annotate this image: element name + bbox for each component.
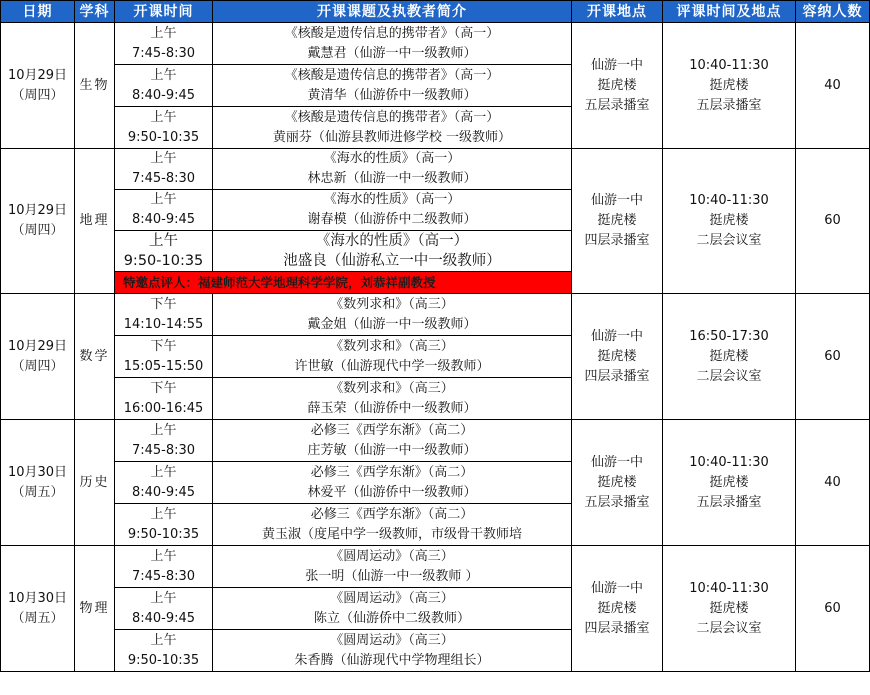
time-cell	[115, 420, 213, 462]
place-cell	[572, 149, 663, 294]
table-row	[1, 294, 870, 336]
eval-line: 五层录播室	[696, 97, 762, 113]
header-topic: 开课课题及执教者简介	[213, 1, 572, 23]
capacity-cell: 60	[796, 294, 870, 420]
topic-cell	[213, 190, 572, 231]
time-cell	[115, 149, 213, 190]
time-text: 14:10-14:55	[123, 316, 204, 332]
eval-line: 10:40-11:30	[689, 193, 769, 208]
capacity-cell: 60	[796, 149, 870, 294]
topic-text: 《圆周运动》（高三）	[330, 590, 454, 606]
subject-cell: 数学	[75, 294, 115, 420]
table-row	[1, 149, 870, 190]
place-line: 四层录播室	[584, 233, 650, 248]
eval-line: 挺虎楼	[709, 213, 749, 228]
time-cell	[115, 231, 213, 272]
period-text: 上午	[150, 25, 177, 41]
period-text: 上午	[150, 548, 177, 564]
teacher-text: 戴金姐（仙游一中一级教师）	[307, 316, 477, 332]
header-date: 日期	[1, 1, 75, 23]
teacher-text: 黄玉淑（度尾中学一级教师，市级骨干教师培	[261, 526, 522, 542]
capacity-cell: 40	[796, 420, 870, 546]
time-text: 7:45-8:30	[131, 442, 196, 458]
table-row	[1, 420, 870, 462]
topic-text: 必修三《西学东渐》（高二）	[310, 506, 474, 522]
eval-line: 五层录播室	[696, 494, 762, 510]
eval-line: 10:40-11:30	[689, 454, 769, 470]
header-row	[1, 1, 870, 23]
eval-line: 挺虎楼	[709, 77, 749, 93]
time-cell	[115, 190, 213, 231]
invited-reviewer-banner: 特邀点评人：福建师范大学地理科学学院，刘恭祥副教授	[115, 272, 572, 294]
topic-cell	[213, 420, 572, 462]
time-text: 8:40-9:45	[131, 212, 196, 227]
topic-cell	[213, 231, 572, 272]
time-text: 7:45-8:30	[131, 171, 196, 186]
teacher-text: 薛玉荣（仙游侨中一级教师）	[307, 400, 477, 416]
weekday-text: （周五）	[11, 484, 64, 500]
topic-cell	[213, 23, 572, 65]
place-line: 仙游一中	[590, 57, 643, 73]
date-cell	[1, 420, 75, 546]
capacity-cell: 60	[796, 546, 870, 672]
period-text: 上午	[150, 67, 177, 83]
date-cell	[1, 294, 75, 420]
eval-line: 10:40-11:30	[689, 580, 769, 596]
group-math	[1, 294, 870, 420]
period-text: 上午	[150, 192, 177, 207]
time-text: 15:05-15:50	[123, 358, 204, 374]
eval-cell	[663, 149, 796, 294]
topic-text: 《数列求和》（高三）	[330, 338, 454, 354]
date-cell	[1, 546, 75, 672]
date-text: 10月29日	[7, 338, 68, 354]
time-text: 16:00-16:45	[123, 400, 204, 416]
eval-line: 10:40-11:30	[689, 57, 769, 73]
table-row	[1, 546, 870, 588]
teacher-text: 黄清华（仙游侨中一级教师）	[307, 87, 477, 103]
period-text: 下午	[150, 338, 177, 354]
time-cell	[115, 378, 213, 420]
time-cell	[115, 23, 213, 65]
teacher-text: 张一明（仙游一中一级教师 ）	[305, 568, 479, 584]
place-line: 五层录播室	[584, 97, 650, 113]
topic-text: 《数列求和》（高三）	[330, 296, 454, 312]
period-text: 上午	[150, 506, 177, 522]
time-text: 9:50-10:35	[123, 253, 204, 269]
time-text: 7:45-8:30	[131, 568, 196, 584]
topic-text: 《数列求和》（高三）	[330, 380, 454, 396]
place-cell	[572, 23, 663, 149]
topic-text: 《圆周运动》（高三）	[330, 632, 454, 648]
place-line: 仙游一中	[590, 193, 643, 208]
place-line: 挺虎楼	[597, 348, 637, 364]
date-cell	[1, 23, 75, 149]
teacher-text: 陈立（仙游侨中二级教师）	[313, 610, 470, 626]
date-cell	[1, 149, 75, 294]
weekday-text: （周五）	[11, 610, 64, 626]
place-line: 挺虎楼	[597, 600, 637, 616]
group-physics	[1, 546, 870, 672]
topic-text: 《海水的性质》（高一）	[323, 151, 461, 166]
eval-line: 二层会议室	[696, 620, 762, 636]
eval-line: 16:50-17:30	[689, 328, 769, 344]
subject-cell: 生物	[75, 23, 115, 149]
place-line: 仙游一中	[590, 580, 643, 596]
topic-text: 《核酸是遗传信息的携带者》（高一）	[284, 25, 500, 41]
eval-cell	[663, 294, 796, 420]
teacher-text: 池盛良（仙游私立一中一级教师）	[283, 253, 501, 269]
topic-text: 《海水的性质》（高一）	[323, 192, 461, 207]
teacher-text: 林忠新（仙游一中一级教师）	[307, 171, 477, 186]
subject-cell: 地理	[75, 149, 115, 294]
period-text: 上午	[149, 233, 178, 249]
place-line: 五层录播室	[584, 494, 650, 510]
topic-text: 必修三《西学东渐》（高二）	[310, 464, 474, 480]
time-cell	[115, 546, 213, 588]
time-cell	[115, 504, 213, 546]
topic-cell	[213, 65, 572, 107]
date-text: 10月30日	[7, 590, 68, 606]
teacher-text: 谢春模（仙游侨中二级教师）	[307, 212, 477, 227]
topic-text: 《核酸是遗传信息的携带者》（高一）	[284, 109, 500, 125]
header-capacity: 容纳人数	[796, 1, 870, 23]
place-line: 挺虎楼	[597, 213, 637, 228]
period-text: 上午	[150, 464, 177, 480]
period-text: 上午	[150, 422, 177, 438]
teacher-text: 庄芳敏（仙游一中一级教师）	[307, 442, 477, 458]
time-text: 7:45-8:30	[131, 45, 196, 61]
eval-line: 二层会议室	[696, 368, 762, 384]
time-cell	[115, 107, 213, 149]
teacher-text: 戴慧君（仙游一中一级教师）	[307, 45, 477, 61]
eval-cell	[663, 23, 796, 149]
time-cell	[115, 462, 213, 504]
place-line: 挺虎楼	[597, 77, 637, 93]
place-cell	[572, 546, 663, 672]
time-cell	[115, 630, 213, 672]
eval-line: 挺虎楼	[709, 474, 749, 490]
place-line: 四层录播室	[584, 620, 650, 636]
teacher-text: 林爱平（仙游侨中一级教师）	[307, 484, 477, 500]
place-line: 挺虎楼	[597, 474, 637, 490]
topic-cell	[213, 462, 572, 504]
period-text: 上午	[150, 590, 177, 606]
period-text: 下午	[150, 380, 177, 396]
time-text: 8:40-9:45	[131, 87, 196, 103]
weekday-text: （周四）	[11, 223, 64, 238]
capacity-cell: 40	[796, 23, 870, 149]
eval-cell	[663, 546, 796, 672]
period-text: 上午	[150, 151, 177, 166]
time-text: 9:50-10:35	[127, 526, 200, 542]
time-cell	[115, 336, 213, 378]
group-geography	[1, 149, 870, 294]
eval-line: 二层会议室	[696, 233, 762, 248]
group-history	[1, 420, 870, 546]
time-text: 9:50-10:35	[127, 652, 200, 668]
period-text: 上午	[150, 632, 177, 648]
period-text: 下午	[150, 296, 177, 312]
topic-text: 《海水的性质》（高一）	[315, 233, 469, 249]
subject-cell: 历史	[75, 420, 115, 546]
eval-line: 挺虎楼	[709, 600, 749, 616]
header-time: 开课时间	[115, 1, 213, 23]
topic-text: 《核酸是遗传信息的携带者》（高一）	[284, 67, 500, 83]
header-place: 开课地点	[572, 1, 663, 23]
place-line: 四层录播室	[584, 368, 650, 384]
place-line: 仙游一中	[590, 454, 643, 470]
topic-cell	[213, 336, 572, 378]
eval-line: 挺虎楼	[709, 348, 749, 364]
topic-cell	[213, 378, 572, 420]
date-text: 10月29日	[7, 203, 68, 218]
topic-cell	[213, 588, 572, 630]
place-cell	[572, 294, 663, 420]
header-eval: 评课时间及地点	[663, 1, 796, 23]
topic-cell	[213, 294, 572, 336]
time-cell	[115, 294, 213, 336]
time-cell	[115, 588, 213, 630]
topic-cell	[213, 107, 572, 149]
eval-cell	[663, 420, 796, 546]
time-text: 8:40-9:45	[131, 484, 196, 500]
date-text: 10月29日	[7, 67, 68, 83]
time-text: 8:40-9:45	[131, 610, 196, 626]
weekday-text: （周四）	[11, 87, 64, 103]
date-text: 10月30日	[7, 464, 68, 480]
time-text: 9:50-10:35	[127, 129, 200, 145]
weekday-text: （周四）	[11, 358, 64, 374]
topic-text: 《圆周运动》（高三）	[330, 548, 454, 564]
topic-cell	[213, 504, 572, 546]
header-subject: 学科	[75, 1, 115, 23]
topic-cell	[213, 149, 572, 190]
teacher-text: 朱香腾（仙游现代中学物理组长）	[294, 652, 490, 668]
table-row	[1, 23, 870, 65]
place-line: 仙游一中	[590, 328, 643, 344]
subject-cell: 物理	[75, 546, 115, 672]
period-text: 上午	[150, 109, 177, 125]
place-cell	[572, 420, 663, 546]
group-biology	[1, 23, 870, 149]
teacher-text: 许世敏（仙游现代中学一级教师）	[294, 358, 490, 374]
teacher-text: 黄丽芬（仙游县教师进修学校 一级教师）	[272, 129, 512, 145]
topic-cell	[213, 546, 572, 588]
time-cell	[115, 65, 213, 107]
topic-cell	[213, 630, 572, 672]
topic-text: 必修三《西学东渐》（高二）	[310, 422, 474, 438]
